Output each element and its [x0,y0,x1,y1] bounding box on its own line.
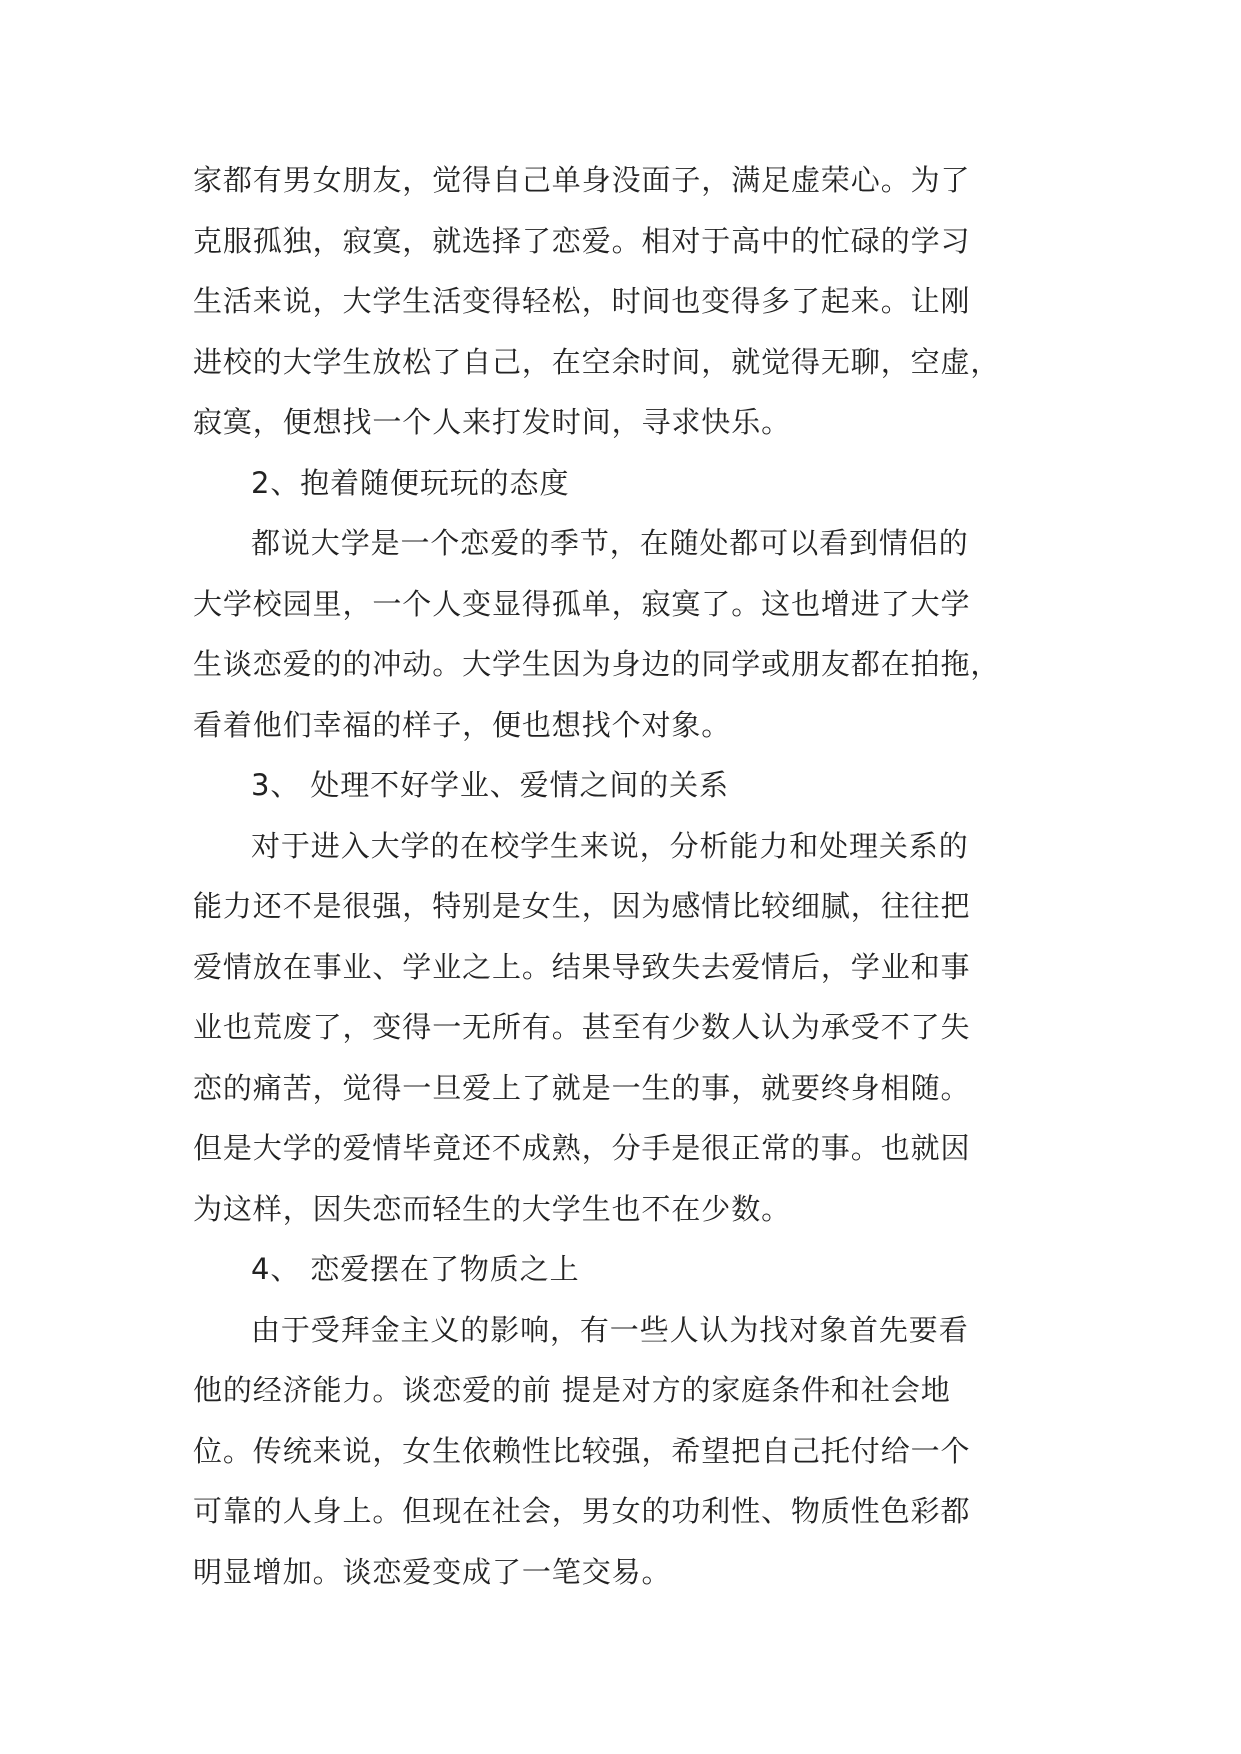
paragraph-line: 生活来说，大学生活变得轻松，时间也变得多了起来。让刚 [193,284,971,318]
paragraph-line-indented: 由于受拜金主义的影响，有一些人认为找对象首先要看 [251,1312,969,1347]
paragraph-line: 恋的痛苦，觉得一旦爱上了就是一生的事，就要终身相随。 [193,1070,971,1105]
paragraph-line: 他的经济能力。谈恋爱的前 提是对方的家庭条件和社会地 [193,1373,951,1407]
paragraph-line: 业也荒废了，变得一无所有。甚至有少数人认为承受不了失 [193,1010,971,1044]
paragraph-line: 爱情放在事业、学业之上。结果导致失去爱情后，学业和事 [193,949,971,984]
paragraph-line-indented: 3、 处理不好学业、爱情之间的关系 [251,768,729,802]
paragraph-line: 明显增加。谈恋爱变成了一笔交易。 [193,1554,672,1589]
paragraph-line: 看着他们幸福的样子，便也想找个对象。 [193,707,732,742]
paragraph-line-indented: 对于进入大学的在校学生来说，分析能力和处理关系的 [251,828,969,863]
paragraph-line: 克服孤独，寂寞，就选择了恋爱。相对于高中的忙碌的学习 [193,223,971,258]
paragraph-line: 大学校园里，一个人变显得孤单，寂寞了。这也增进了大学 [193,586,971,621]
paragraph-line: 家都有男女朋友，觉得自己单身没面子，满足虚荣心。为了 [193,163,971,197]
paragraph-line-indented: 4、 恋爱摆在了物质之上 [251,1252,580,1286]
paragraph-line-indented: 都说大学是一个恋爱的季节，在随处都可以看到情侣的 [251,526,969,560]
paragraph-line: 能力还不是很强，特别是女生，因为感情比较细腻，往往把 [193,889,971,923]
paragraph-line: 为这样，因失恋而轻生的大学生也不在少数。 [193,1191,792,1226]
paragraph-line: 寂寞，便想找一个人来打发时间，寻求快乐。 [193,405,792,439]
paragraph-line: 进校的大学生放松了自己，在空余时间，就觉得无聊，空虚， [193,344,1001,379]
paragraph-line-indented: 2、抱着随便玩玩的态度 [251,465,570,500]
paragraph-line: 生谈恋爱的的冲动。大学生因为身边的同学或朋友都在拍拖， [193,647,1001,681]
paragraph-line: 位。传统来说，女生依赖性比较强，希望把自己托付给一个 [193,1433,971,1468]
paragraph-line: 可靠的人身上。但现在社会，男女的功利性、物质性色彩都 [193,1494,971,1528]
document-body [193,150,1073,1602]
paragraph-line: 但是大学的爱情毕竟还不成熟，分手是很正常的事。也就因 [193,1131,971,1165]
